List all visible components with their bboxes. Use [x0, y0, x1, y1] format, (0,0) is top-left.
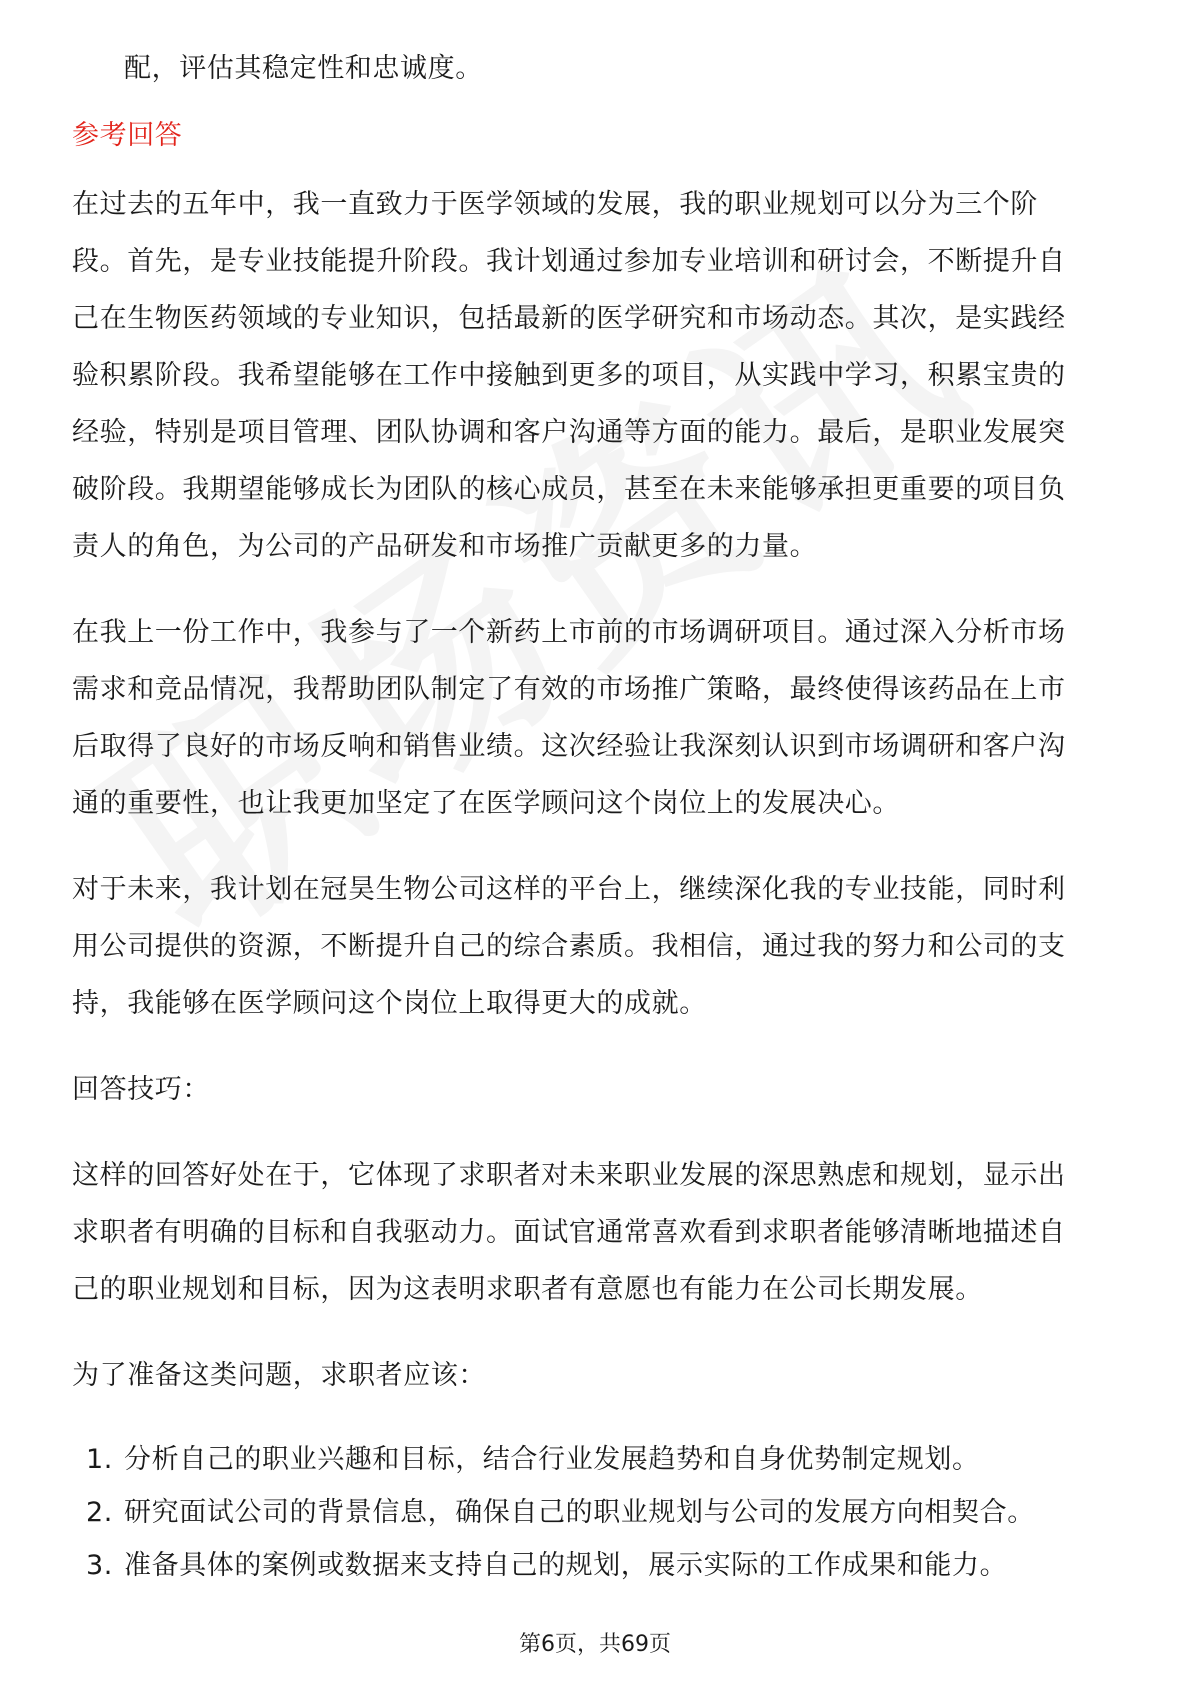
- paragraph-line: 回答技巧：: [72, 1074, 210, 1105]
- preparation-list: [72, 1433, 1118, 1592]
- list-item-number: 1.: [86, 1444, 113, 1475]
- section-title: 参考回答: [72, 120, 183, 151]
- list-item-text: 研究面试公司的背景信息，确保自己的职业规划与公司的发展方向相契合。: [124, 1497, 1035, 1528]
- list-item: [72, 1486, 1118, 1539]
- document-content: [72, 40, 1118, 1592]
- paragraph-line: 破阶段。我期望能够成长为团队的核心成员，甚至在未来能够承担更重要的项目负: [72, 474, 1066, 505]
- paragraph-line: 在过去的五年中，我一直致力于医学领域的发展，我的职业规划可以分为三个阶: [72, 189, 1038, 220]
- paragraphs: [72, 176, 1118, 1404]
- paragraph-line: 通的重要性，也让我更加坚定了在医学顾问这个岗位上的发展决心。: [72, 788, 900, 819]
- paragraph-line: 经验，特别是项目管理、团队协调和客户沟通等方面的能力。最后，是职业发展突: [72, 417, 1066, 448]
- list-item-number: 2.: [86, 1497, 113, 1528]
- paragraph-line: 这样的回答好处在于，它体现了求职者对未来职业发展的深思熟虑和规划，显示出: [72, 1160, 1066, 1191]
- list-item-number: 3.: [86, 1550, 113, 1581]
- paragraph-line: 段。首先，是专业技能提升阶段。我计划通过参加专业培训和研讨会，不断提升自: [72, 246, 1066, 277]
- paragraph-line: 在我上一份工作中，我参与了一个新药上市前的市场调研项目。通过深入分析市场: [72, 617, 1066, 648]
- paragraph-line: 后取得了良好的市场反响和销售业绩。这次经验让我深刻认识到市场调研和客户沟: [72, 731, 1066, 762]
- paragraph: [72, 1147, 1118, 1318]
- paragraph: [72, 1061, 1118, 1118]
- paragraph: [72, 1347, 1118, 1404]
- paragraph-line: 对于未来，我计划在冠昊生物公司这样的平台上，继续深化我的专业技能，同时利: [72, 874, 1066, 905]
- page-footer: 第6页，共69页: [519, 1632, 671, 1657]
- list-item: [72, 1539, 1118, 1592]
- paragraph-line: 为了准备这类问题，求职者应该：: [72, 1360, 486, 1391]
- paragraph-line: 己在生物医药领域的专业知识，包括最新的医学研究和市场动态。其次，是实践经: [72, 303, 1066, 334]
- paragraph-line: 持，我能够在医学顾问这个岗位上取得更大的成就。: [72, 988, 707, 1019]
- paragraph: [72, 604, 1118, 832]
- paragraph-line: 验积累阶段。我希望能够在工作中接触到更多的项目，从实践中学习，积累宝贵的: [72, 360, 1066, 391]
- intro-fragment: 配，评估其稳定性和忠诚度。: [124, 53, 483, 84]
- paragraph-line: 需求和竞品情况，我帮助团队制定了有效的市场推广策略，最终使得该药品在上市: [72, 674, 1066, 705]
- paragraph-line: 己的职业规划和目标，因为这表明求职者有意愿也有能力在公司长期发展。: [72, 1274, 983, 1305]
- paragraph: [72, 861, 1118, 1032]
- list-item-text: 分析自己的职业兴趣和目标，结合行业发展趋势和自身优势制定规划。: [124, 1444, 980, 1475]
- list-item-text: 准备具体的案例或数据来支持自己的规划，展示实际的工作成果和能力。: [124, 1550, 1008, 1581]
- paragraph-line: 用公司提供的资源，不断提升自己的综合素质。我相信，通过我的努力和公司的支: [72, 931, 1066, 962]
- paragraph-line: 责人的角色，为公司的产品研发和市场推广贡献更多的力量。: [72, 531, 818, 562]
- paragraph-line: 求职者有明确的目标和自我驱动力。面试官通常喜欢看到求职者能够清晰地描述自: [72, 1217, 1066, 1248]
- paragraph: [72, 176, 1118, 575]
- list-item: [72, 1433, 1118, 1486]
